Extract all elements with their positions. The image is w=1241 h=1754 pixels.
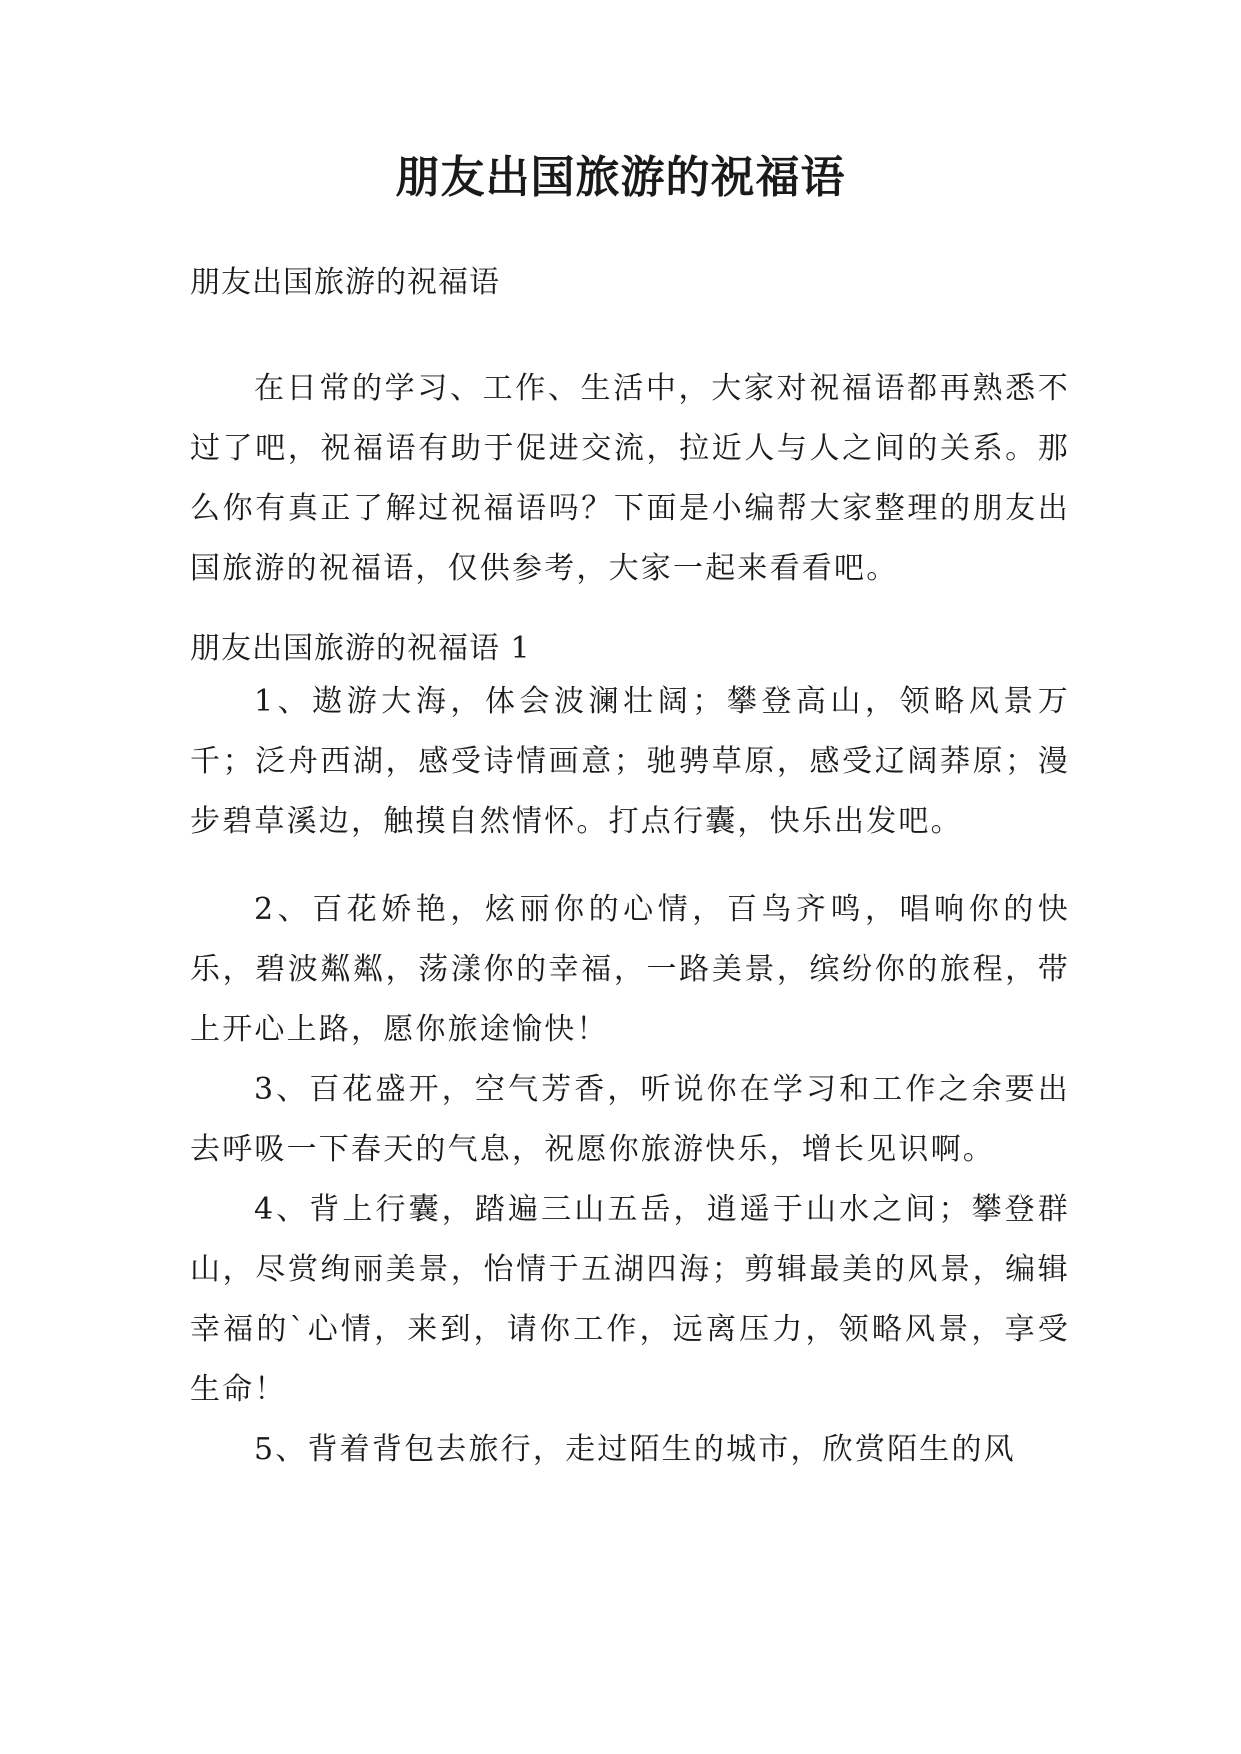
list-item: 1、遨游大海，体会波澜壮阔；攀登高山，领略风景万千；泛舟西湖，感受诗情画意；驰骋草原，感受辽阔莽原；漫步碧草溪边，触摸自然情怀。打点行囊，快乐出发吧。 bbox=[190, 684, 1070, 839]
item-block-2 bbox=[190, 880, 1070, 1480]
intro-block bbox=[190, 359, 1070, 599]
list-item: 5、背着背包去旅行，走过陌生的城市，欣赏陌生的风 bbox=[254, 1432, 1016, 1467]
document-subtitle: 朋友出国旅游的祝福语 bbox=[190, 265, 500, 300]
list-item: 4、背上行囊，踏遍三山五岳，逍遥于山水之间；攀登群山，尽赏绚丽美景，怡情于五湖四海；剪辑最美的风景，编辑幸福的`心情，来到，请你工作，远离压力，领略风景，享受生命！ bbox=[190, 1192, 1070, 1407]
list-item: 2、百花娇艳，炫丽你的心情，百鸟齐鸣，唱响你的快乐，碧波粼粼，荡漾你的幸福，一路美景，缤纷你的旅程，带上开心上路，愿你旅途愉快！ bbox=[190, 892, 1070, 1047]
document-title: 朋友出国旅游的祝福语 bbox=[395, 152, 846, 203]
section-heading-1: 朋友出国旅游的祝福语 1 bbox=[190, 631, 531, 666]
intro-paragraph: 在日常的学习、工作、生活中，大家对祝福语都再熟悉不过了吧，祝福语有助于促进交流，拉近人与人之间的关系。那么你有真正了解过祝福语吗？下面是小编帮大家整理的朋友出国旅游的祝福语，仅供参考，大家一起来看看吧。 bbox=[190, 371, 1070, 586]
item-block-1 bbox=[190, 672, 1070, 852]
list-item: 3、百花盛开，空气芳香，听说你在学习和工作之余要出去呼吸一下春天的气息，祝愿你旅游快乐，增长见识啊。 bbox=[190, 1072, 1070, 1167]
